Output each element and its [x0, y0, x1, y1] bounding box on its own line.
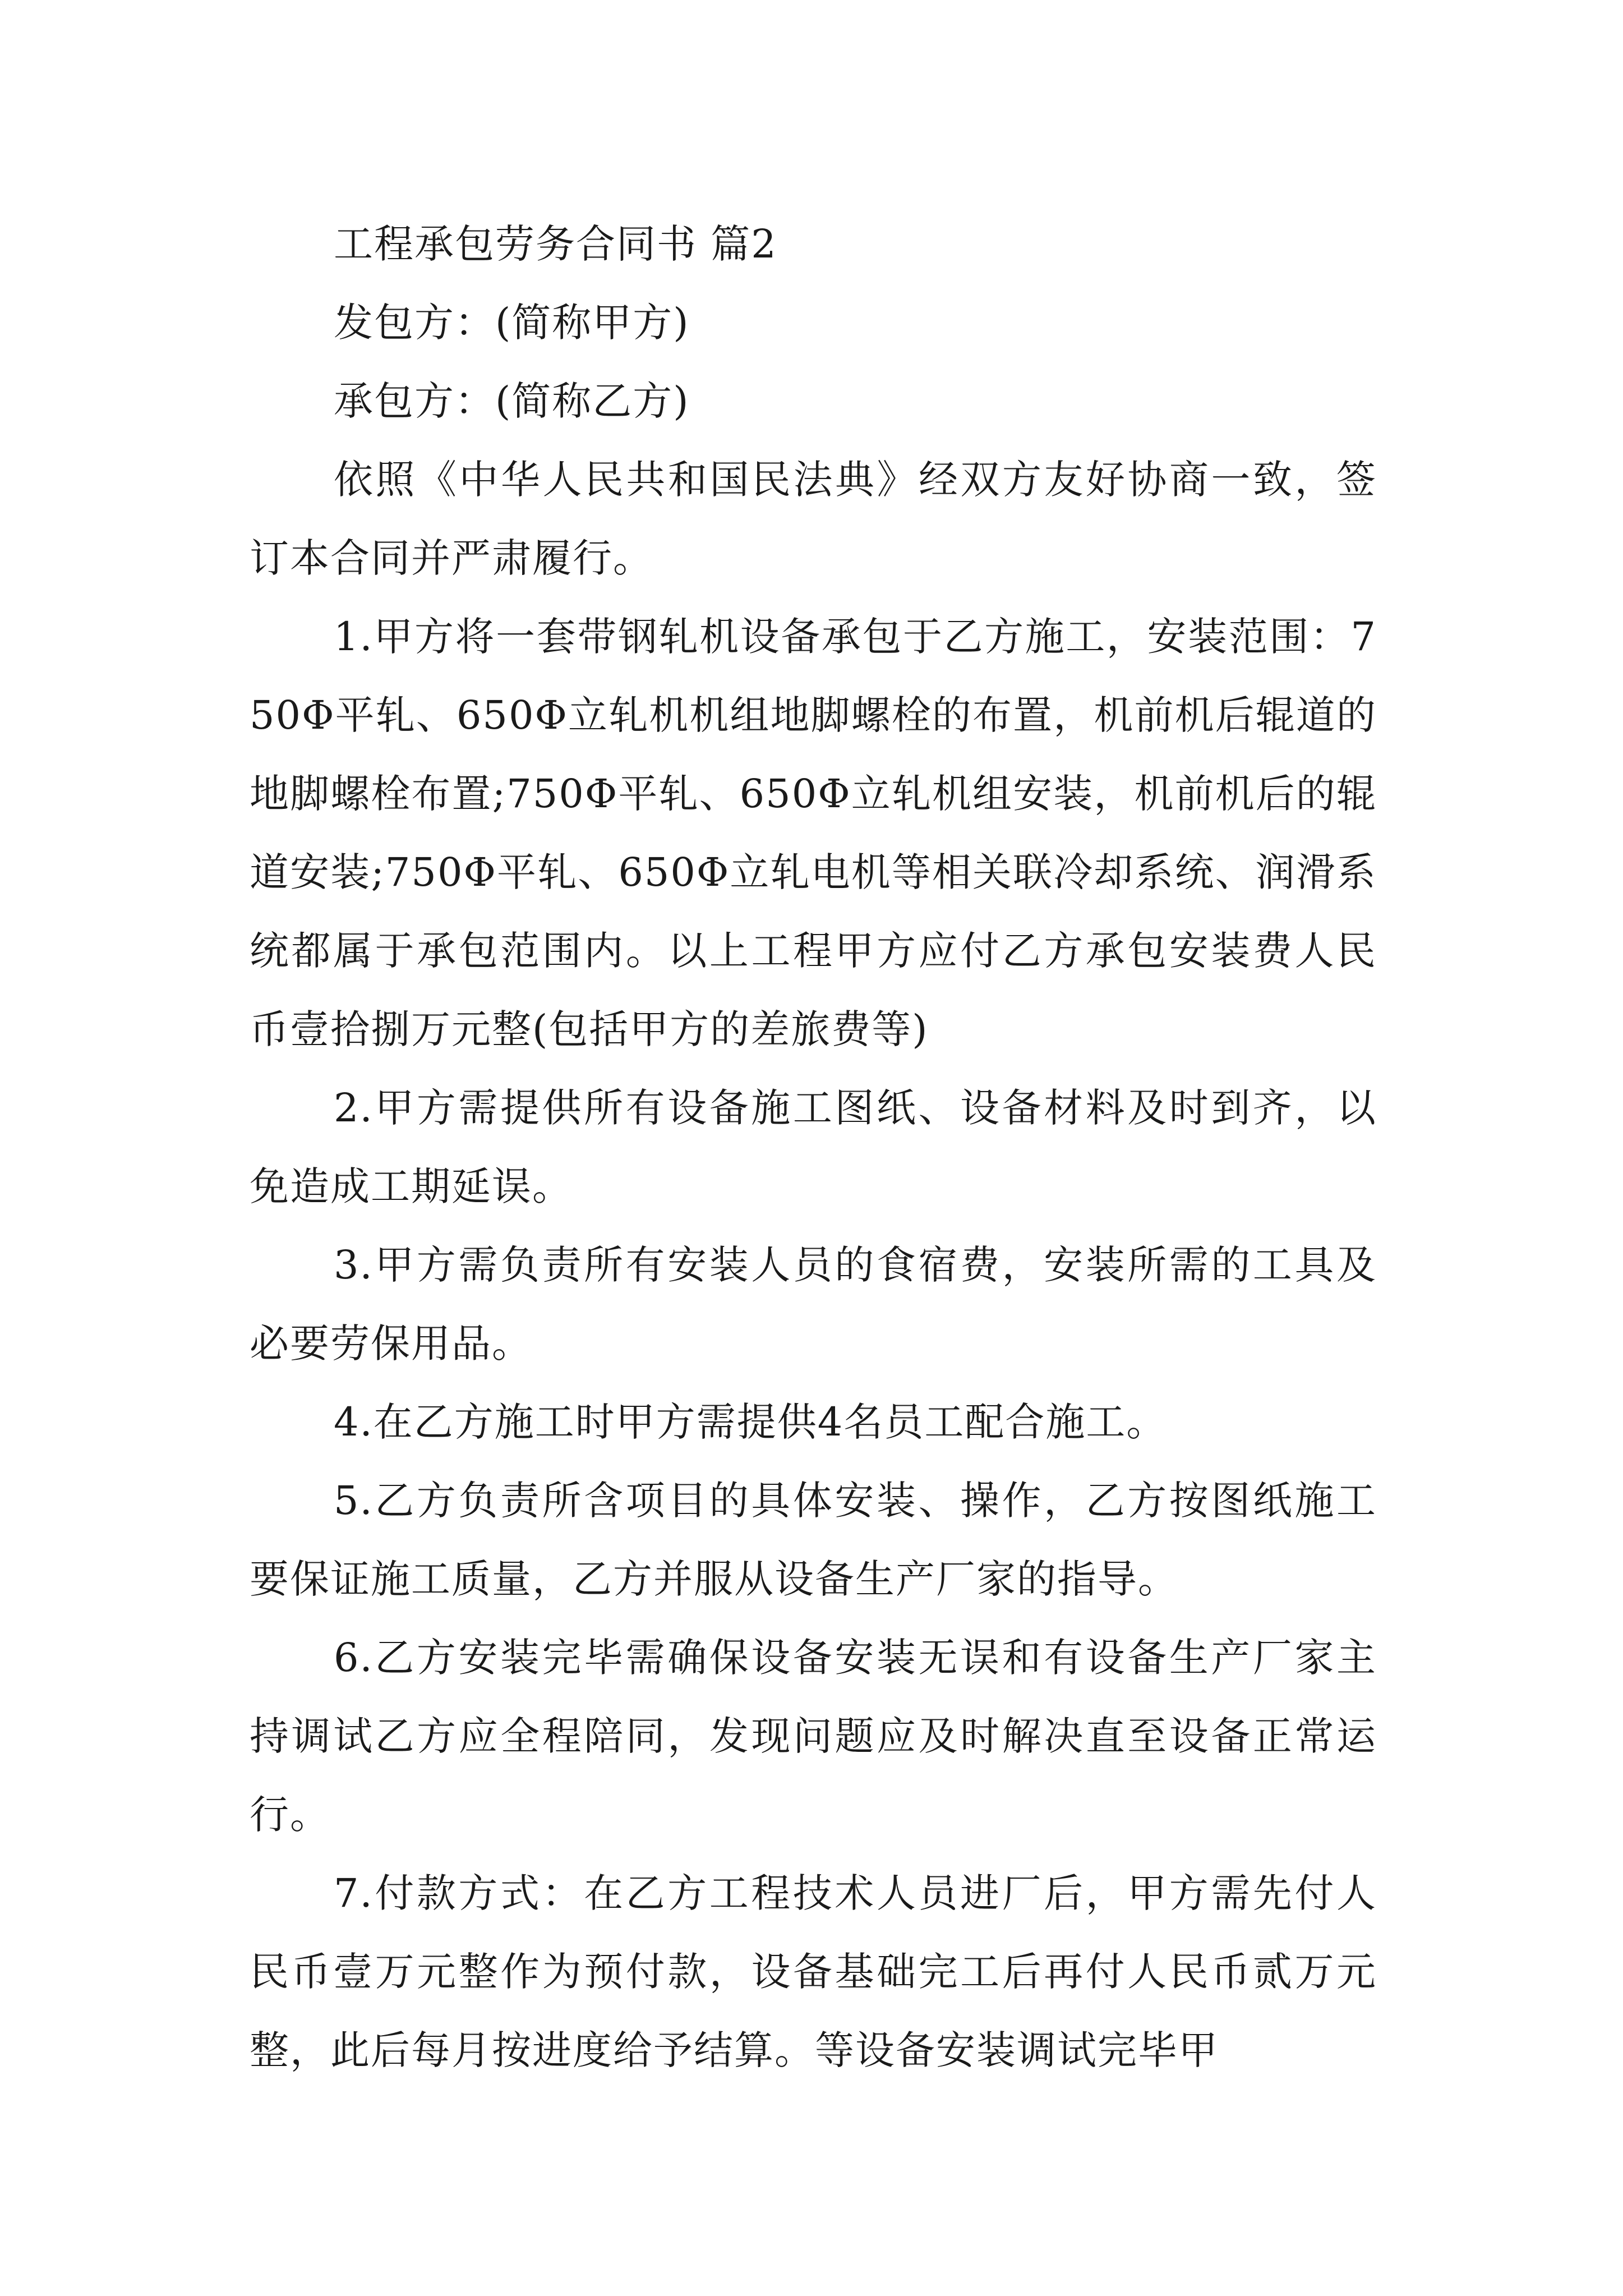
clause-6: 6.乙方安装完毕需确保设备安装无误和有设备生产厂家主持调试乙方应全程陪同，发现问题应及时解决直至设备正常运行。 — [250, 1635, 1377, 1838]
document-title: 工程承包劳务合同书 篇2 — [334, 221, 777, 267]
contract-party-b: 承包方：(简称乙方) — [334, 378, 690, 424]
clause-2: 2.甲方需提供所有设备施工图纸、设备材料及时到齐，以免造成工期延误。 — [250, 1085, 1377, 1209]
clause-7: 7.付款方式：在乙方工程技术人员进厂后，甲方需先付人民币壹万元整作为预付款，设备基础完工后再付人民币贰万元整，此后每月按进度给予结算。等设备安装调试完毕甲 — [250, 1870, 1377, 2073]
clause-5: 5.乙方负责所含项目的具体安装、操作，乙方按图纸施工要保证施工质量，乙方并服从设备生产厂家的指导。 — [250, 1478, 1377, 1602]
clause-4: 4.在乙方施工时甲方需提供4名员工配合施工。 — [334, 1399, 1167, 1445]
document-body — [250, 205, 1377, 2090]
clause-1: 1.甲方将一套带钢轧机设备承包于乙方施工，安装范围：750Φ平轧、650Φ立轧机机组地脚螺栓的布置，机前机后辊道的地脚螺栓布置;750Φ平轧、650Φ立轧机组安装，机前机后的辊道安装;750Φ平轧、650Φ立轧电机等相关联冷却系统、润滑系统都属于承包范围内。以上工程甲方应付乙方承包安装费人民币壹拾捌万元整(包括甲方的差旅费等) — [250, 614, 1377, 1052]
contract-preamble: 依照《中华人民共和国民法典》经双方友好协商一致，签订本合同并严肃履行。 — [250, 457, 1377, 581]
contract-party-a: 发包方：(简称甲方) — [334, 300, 690, 346]
clause-3: 3.甲方需负责所有安装人员的食宿费，安装所需的工具及必要劳保用品。 — [250, 1242, 1377, 1366]
